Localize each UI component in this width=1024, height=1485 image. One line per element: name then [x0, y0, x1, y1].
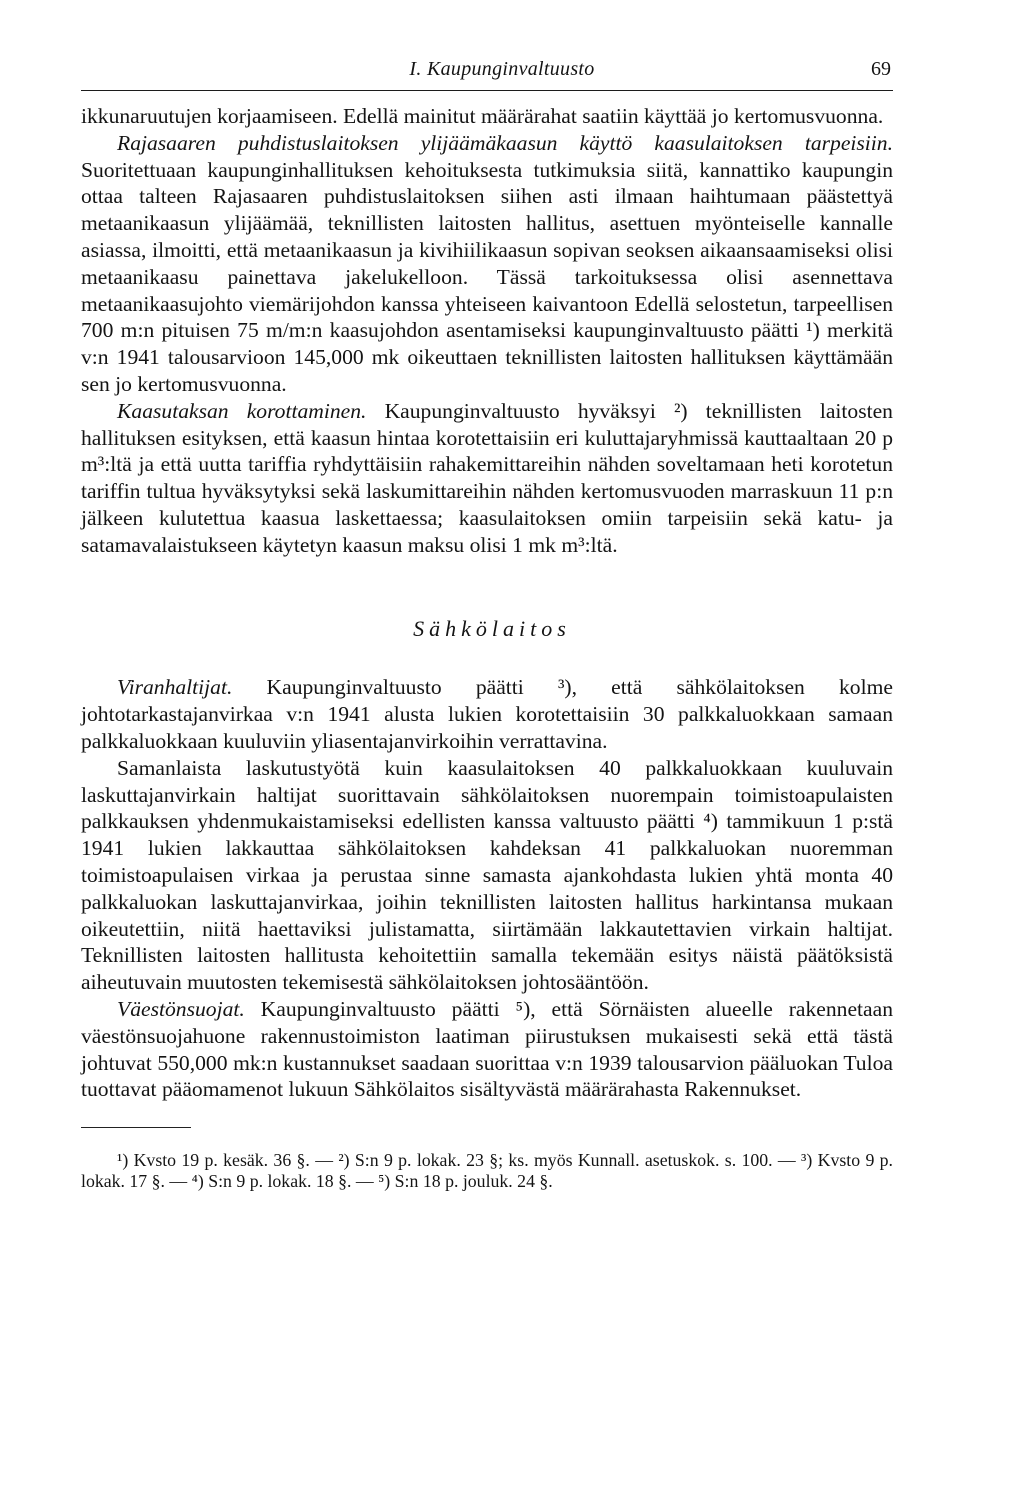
- paragraph-text: Kaupunginvaltuusto päätti ³), että sähkölaitoksen kolme johtotarkastajanvirkaa v:n 1941 alusta lukien korotettaisiin 30 palkkaluokkaan samaan palkkaluokkaan kuuluviin yliasentajanvirkoihin verrattavina.: [81, 675, 893, 753]
- header-title: I. Kaupunginvaltuusto: [409, 58, 595, 80]
- paragraph-text: ikkunaruutujen korjaamiseen. Edellä mainitut määrärahat saatiin käyttää jo kertomusvuonna.: [81, 104, 884, 128]
- footnotes: [81, 1150, 893, 1191]
- footnote-rule: [81, 1127, 191, 1128]
- paragraph-text: Kaupunginvaltuusto hyväksyi ²) teknillisten laitosten hallituksen esityksen, että kaasun hintaa korotettaisiin eri kuluttajaryhmissä kauttaaltaan 20 p m³:ltä ja että uutta tariffia ryhdyttäisiin rahakemittareihin nähden soveltamaan heti korotetun tariffin tultua hyväksytyksi sekä laskumittareihin nähden kertomusvuoden marraskuun 11 p:n jälkeen kulutettua kaasua laskettaessa; kaasulaitoksen omiin tarpeisiin sekä katu- ja satamavalaistukseen käytetyn kaasun maksu olisi 1 mk m³:ltä.: [81, 398, 893, 557]
- paragraph: [81, 103, 893, 130]
- paragraph: [81, 130, 893, 398]
- run-in-heading: Rajasaaren puhdistuslaitoksen ylijäämäkaasun käyttö kaasulaitoksen tarpeisiin.: [117, 130, 893, 155]
- body-text: [81, 103, 893, 1103]
- run-in-heading: Väestönsuojat.: [117, 996, 245, 1021]
- run-in-heading: Viranhaltijat.: [117, 675, 233, 700]
- paragraph: [81, 996, 893, 1103]
- footnote-text: ¹) Kvsto 19 p. kesäk. 36 §. — ²) S:n 9 p. lokak. 23 §; ks. myös Kunnall. asetuskok. s. 100. — ³) Kvsto 9 p. lokak. 17 §. — ⁴) S:n 9 p. lokak. 18 §. — ⁵) S:n 18 p. jouluk. 24 §.: [81, 1150, 893, 1191]
- paragraph: [81, 755, 893, 996]
- paragraph-text: Kaupunginvaltuusto päätti ⁵), että Sörnäisten alueelle rakennetaan väestönsuojahuone rakennustoimiston laatiman piirustuksen mukaisesti sekä että tästä johtuvat 550,000 mk:n kustannukset saadaan suorittaa v:n 1939 talousarvion pääluokan Tuloa tuottavat pääomamenot lukuun Sähkölaitos sisältyvästä määrärahasta Rakennukset.: [81, 996, 893, 1102]
- paragraph-text: Suoritettuaan kaupunginhallituksen kehoituksesta tutkimuksia siitä, kannattiko kaupungin ottaa talteen Rajasaaren puhdistuslaitoksen siihen asti ilmaan haihtumaan päästettyä metaanikaasun ylijäämää, teknillisten laitosten hallitus, asettuen myönteiselle kannalle asiassa, ilmoitti, että metaanikaasun ja kivihiilikaasun sopivan seoksen aikaansaamiseksi olisi metaanikaasu painettava jakelukelloon. Tässä tarkoituksessa olisi asennettava metaanikaasujohto viemärijohdon kanssa yhteiseen kaivantoon Edellä selostetun, tarpeellisen 700 m:n pituisen 75 m/m:n kaasujohdon asentamiseksi kaupunginvaltuusto päätti ¹) merkitä v:n 1941 talousarvioon 145,000 mk oikeuttaen teknillisten laitosten hallituksen käyttämään sen jo kertomusvuonna.: [81, 157, 893, 396]
- running-header: [81, 50, 893, 91]
- paragraph-text: Samanlaista laskutustyötä kuin kaasulaitoksen 40 palkkaluokkaan kuuluvain laskuttajanvirkain haltijat suorittavain sähkölaitoksen nuorempain toimistoapulaisten palkkauksen yhdenmukaistamiseksi edellisten kanssa valtuusto päätti ⁴) tammikuun 1 p:stä 1941 lukien lakkauttaa sähkölaitoksen kahdeksan 41 palkkaluokan nuoremman toimistoapulaisen virkaa ja perustaa sinne samasta ajankohdasta lukien yhtä monta 40 palkkaluokan laskuttajanvirkaa, joihin teknillisten laitosten hallitus harkintansa mukaan oikeutettiin, niitä haettaviksi julistamatta, siirtämään lakkautettavien virkain haltijat. Teknillisten laitosten hallitusta kehoitettiin samalla tekemään esitys näistä päätöksistä aiheutuvain muutosten tekemisestä sähkölaitoksen johtosääntöön.: [81, 755, 893, 995]
- paragraph: [81, 398, 893, 559]
- section-title: Sähkölaitos: [413, 615, 571, 641]
- run-in-heading: Kaasutaksan korottaminen.: [117, 398, 367, 423]
- document-page: [81, 50, 893, 1191]
- page-number: 69: [871, 58, 891, 80]
- paragraph: [81, 674, 893, 754]
